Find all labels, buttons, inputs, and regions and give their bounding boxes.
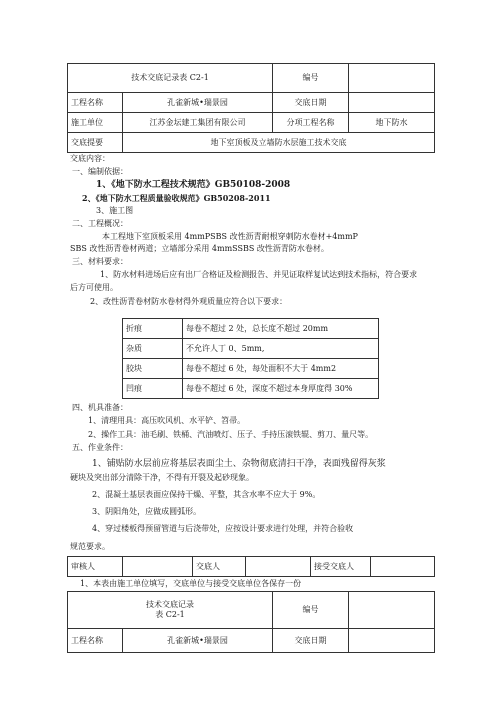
header-2-title-line-2: 表 C2-1 bbox=[155, 610, 185, 619]
quality-row bbox=[123, 319, 379, 339]
content-label: 交底内容： bbox=[70, 154, 110, 163]
number-value-2 bbox=[349, 592, 435, 629]
section-overview: 二、工程概况： bbox=[72, 219, 128, 228]
quality-req: 不允许人丁 0、5mm, bbox=[183, 339, 379, 359]
quality-item: 胶块 bbox=[123, 359, 183, 379]
section-conditions: 五、作业条件： bbox=[72, 443, 128, 452]
number-label-2: 编号 bbox=[273, 592, 349, 629]
quality-row bbox=[123, 379, 379, 399]
date-label-2: 交底日期 bbox=[273, 629, 349, 653]
tool-2: 2、操作工具：油毛刷、铁桶、汽油喷灯、压子、手持压滚铁辊、剪刀、量尺等。 bbox=[88, 430, 374, 439]
contractor: 江苏金坛建工集团有限公司 bbox=[123, 113, 273, 133]
section-materials: 三、材料要求： bbox=[72, 257, 128, 266]
receiver-value bbox=[371, 557, 435, 577]
tool-1: 1、清理用具：高压吹风机、水平铲、笤帚。 bbox=[88, 416, 246, 425]
condition-2: 2、混凝土基层表面应保持干燥、平整，其含水率不应大于 9%。 bbox=[92, 490, 321, 499]
condition-3: 3、阴阳角处，应做成圆弧形。 bbox=[92, 507, 202, 516]
subproject-label: 分项工程名称 bbox=[273, 113, 349, 133]
signature-table bbox=[67, 556, 435, 577]
project-name-label: 工程名称 bbox=[68, 93, 123, 113]
project-name: 孔雀新城•瑞景园 bbox=[123, 93, 273, 113]
material-2: 2、改性沥青卷材防水卷材得外观质量应符合以下要求： bbox=[90, 297, 288, 306]
header-table bbox=[67, 63, 435, 153]
quality-req: 每卷不超过 2 处，总长度不超过 20mm bbox=[183, 319, 379, 339]
quality-item: 折痕 bbox=[123, 319, 183, 339]
project-name-label-2: 工程名称 bbox=[68, 629, 123, 653]
receiver-label: 接受交底人 bbox=[311, 557, 371, 577]
project-name-2: 孔雀新城•瑞景园 bbox=[123, 629, 273, 653]
section-basis: 一、编制依据： bbox=[72, 167, 128, 176]
footnote: 1、本表由施工单位填写，交底单位与接受交底单位各保存一份 bbox=[80, 579, 302, 588]
ref-3: 3、施工图 bbox=[96, 206, 134, 215]
quality-item: 杂质 bbox=[123, 339, 183, 359]
date-value-2 bbox=[349, 629, 435, 653]
date-label: 交底日期 bbox=[273, 93, 349, 113]
ref-1: 1、《地下防水工程技术规范》GB50108-2008 bbox=[96, 180, 291, 190]
summary: 地下室顶板及立墙防水层施工技术交底 bbox=[123, 133, 435, 153]
header-2-title-line-1: 技术交底记录 bbox=[146, 600, 194, 609]
quality-req: 每卷不超过 6 处，深度不超过本身厚度得 30% bbox=[183, 379, 379, 399]
date-value bbox=[349, 93, 435, 113]
header-table-2 bbox=[67, 591, 435, 653]
quality-item: 凹痕 bbox=[123, 379, 183, 399]
condition-1b: 硬块及突出部分清除干净，不得有开裂及起砂现象。 bbox=[70, 473, 254, 482]
condition-4: 4、穿过楼板得预留管道与后浇带处，应按设计要求进行处理，并符合验收 bbox=[92, 524, 354, 533]
material-1b: 后方可使用。 bbox=[70, 283, 118, 292]
header-title: 技术交底记录表 C2-1 bbox=[68, 64, 273, 93]
overview-line-1: 本工程地下室顶板采用 4mmPSBS 改性沥青耐根穿刺防水卷材+4mmP bbox=[102, 232, 358, 241]
number-label: 编号 bbox=[273, 64, 349, 93]
material-1a: 1、防水材料进场后应有出厂合格证及检测报告、并见证取样复试达到技术指标，符合要求 bbox=[100, 270, 418, 279]
discloser-value bbox=[246, 557, 311, 577]
condition-1a: 1、铺贴防水层前应将基层表面尘土、杂物彻底清扫干净，表面残留得灰浆 bbox=[92, 459, 386, 469]
contractor-label: 施工单位 bbox=[68, 113, 123, 133]
ref-2: 2、《地下防水工程质量验收规范》GB50208-2011 bbox=[82, 193, 271, 203]
quality-row bbox=[123, 359, 379, 379]
discloser-label: 交底人 bbox=[193, 557, 246, 577]
overview-line-2: SBS 改性沥青卷材两道；立墙部分采用 4mmSSBS 改性沥青防水卷材。 bbox=[70, 244, 329, 253]
reviewer-value bbox=[123, 557, 193, 577]
subproject: 地下防水 bbox=[349, 113, 435, 133]
number-value bbox=[349, 64, 435, 93]
quality-table bbox=[122, 318, 379, 399]
condition-4b: 规范要求。 bbox=[70, 542, 110, 551]
quality-row bbox=[123, 339, 379, 359]
reviewer-label: 审核人 bbox=[68, 557, 123, 577]
summary-label: 交底提要 bbox=[68, 133, 123, 153]
quality-req: 每卷不超过 6 处，每处面积不大于 4mm2 bbox=[183, 359, 379, 379]
section-tools: 四、机具准备： bbox=[72, 403, 128, 412]
header-2-title bbox=[68, 592, 273, 629]
